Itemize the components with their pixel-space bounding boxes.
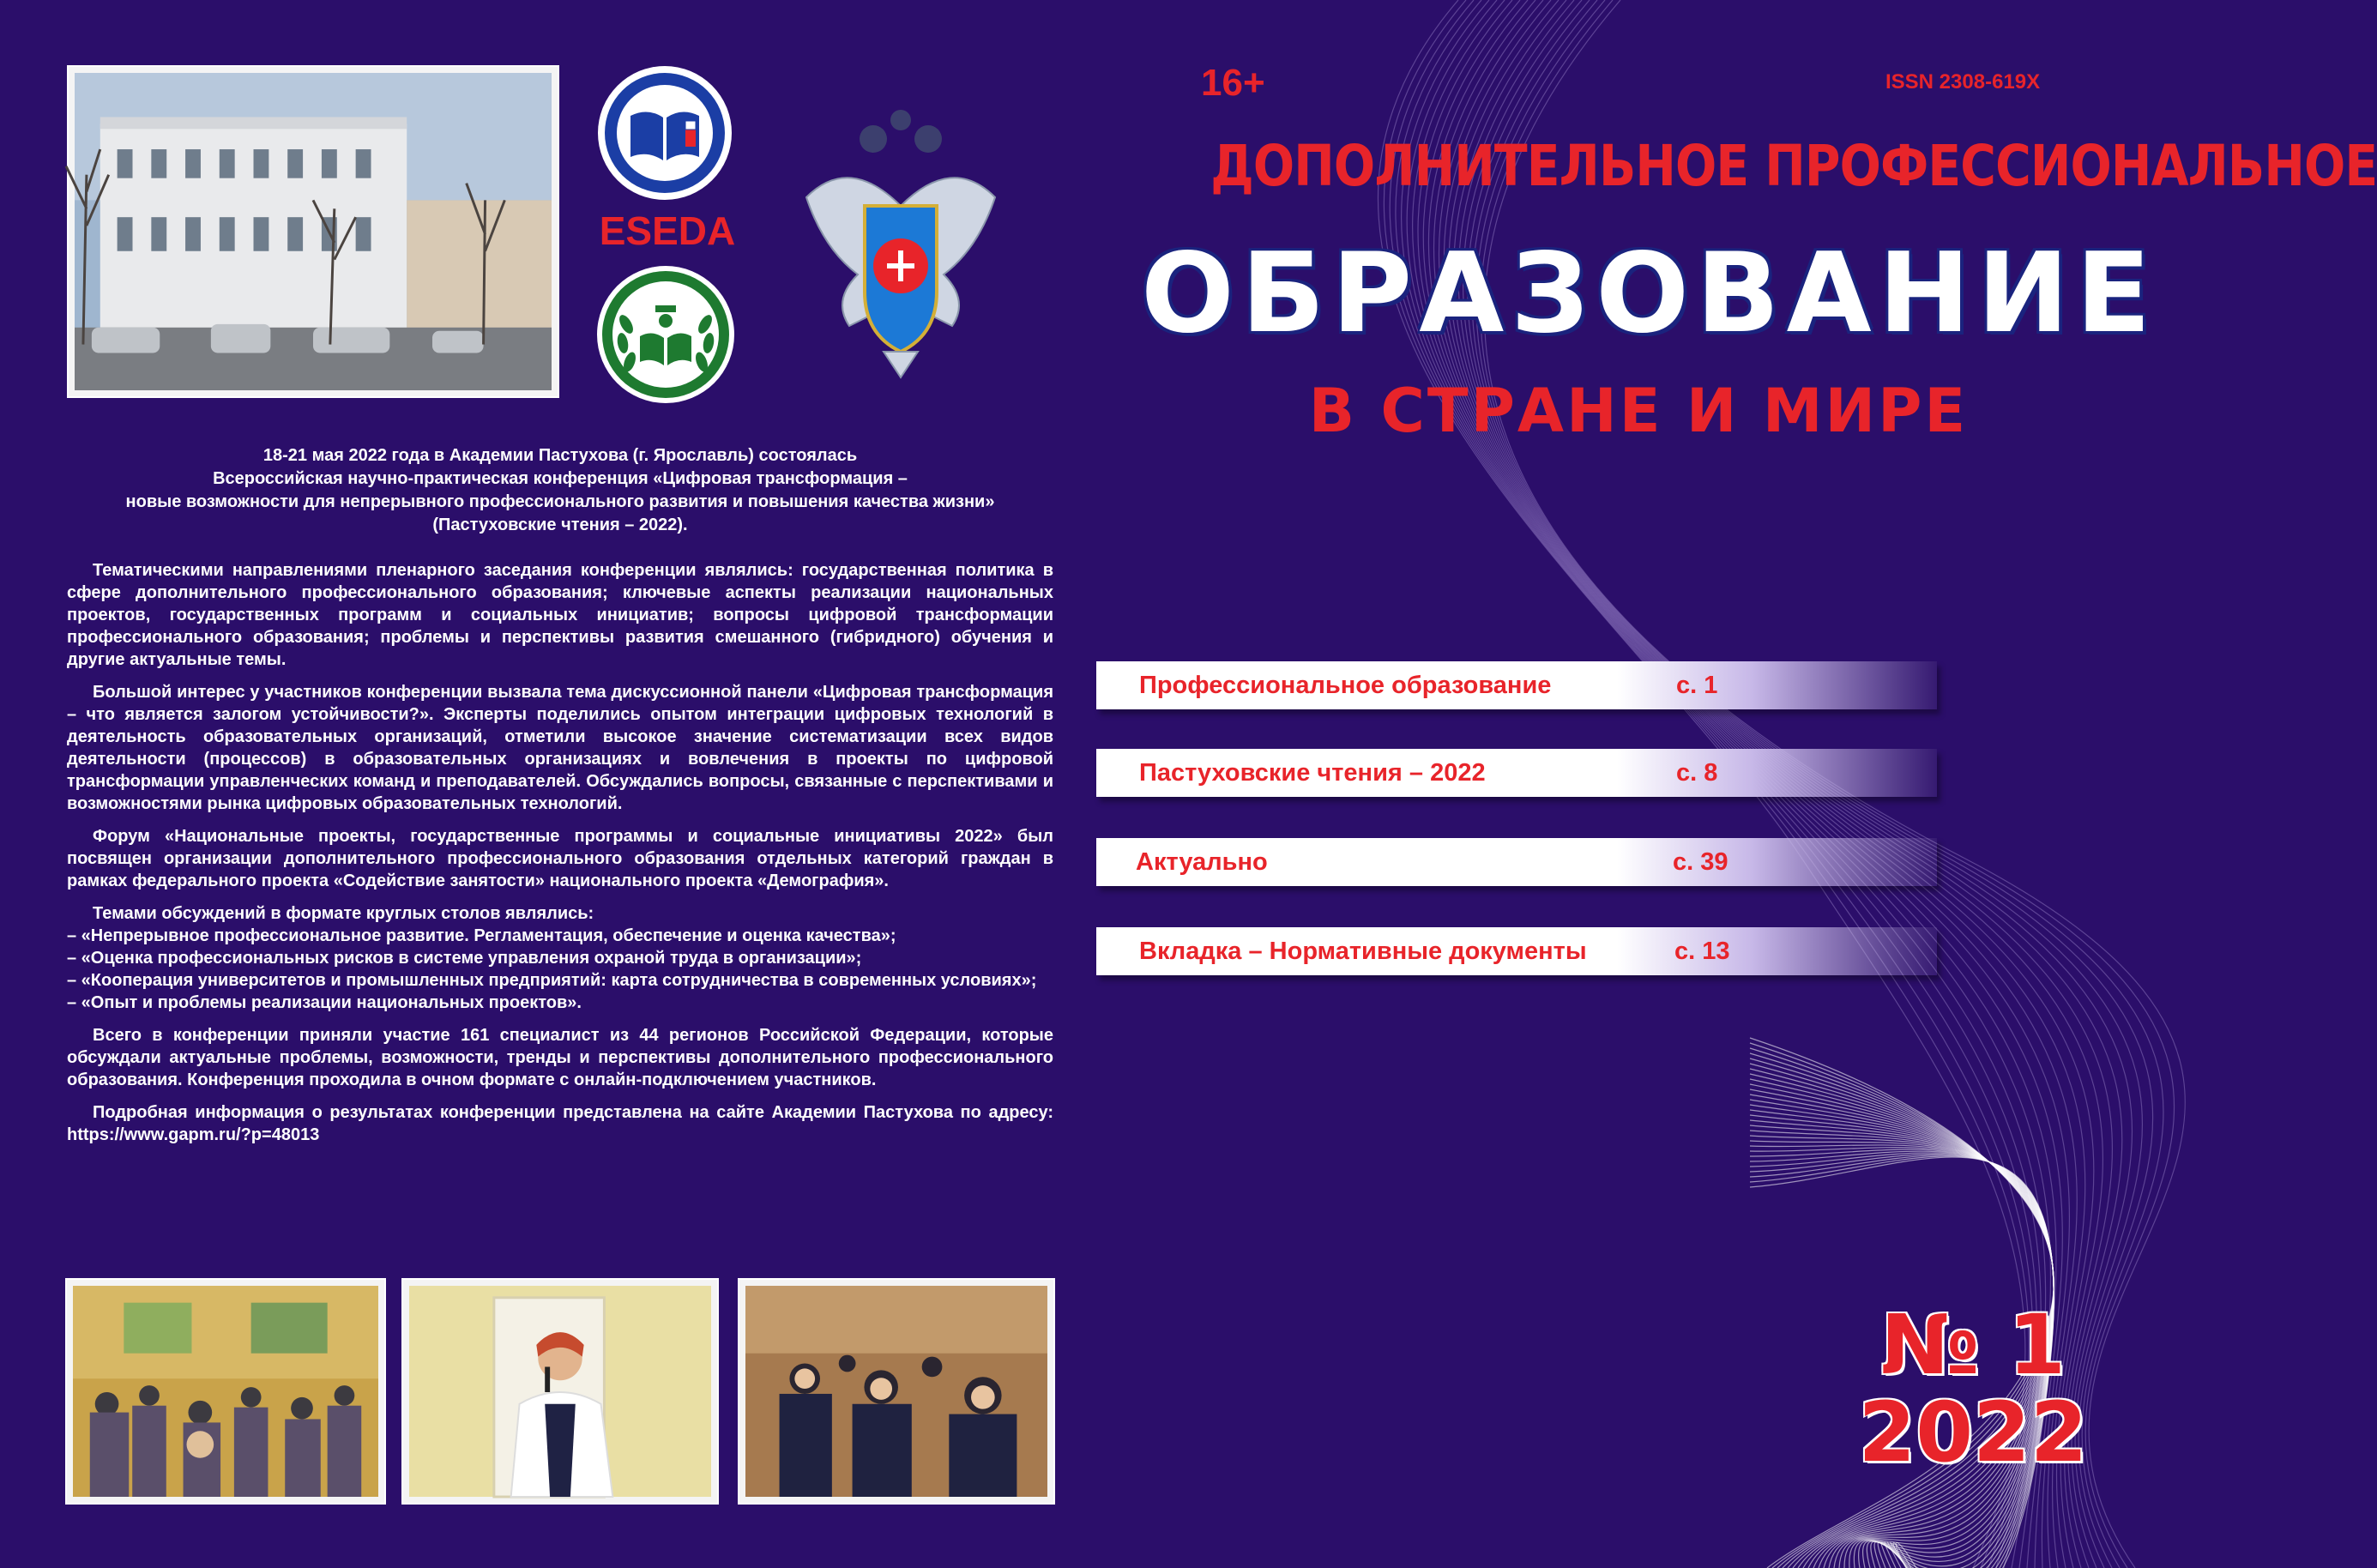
academy-wreath-logo bbox=[595, 264, 736, 405]
intro-line-2: Всероссийская научно-практическая конференция «Цифровая трансформация – bbox=[213, 469, 908, 488]
issn-number: ISSN 2308-619X bbox=[1885, 70, 2041, 93]
toc-item-professional-education[interactable] bbox=[1096, 661, 1937, 709]
academy-building-photo bbox=[67, 65, 559, 398]
toc-page: с. 1 bbox=[1676, 672, 1718, 699]
toc-item-actual[interactable] bbox=[1096, 838, 1937, 886]
intro-line-4: (Пастуховские чтения – 2022). bbox=[432, 516, 688, 534]
toc-label: Пастуховские чтения – 2022 bbox=[1139, 759, 1486, 787]
journal-title-top: ДОПОЛНИТЕЛЬНОЕ ПРОФЕССИОНАЛЬНОЕ bbox=[1210, 133, 2377, 199]
topic-item: – «Кооперация университетов и промышленных предприятий: карта сотрудничества в современных условиях»; bbox=[67, 971, 1037, 990]
journal-title-sub: В СТРАНЕ И МИРЕ bbox=[1308, 376, 1969, 446]
paragraph-forum: Форум «Национальные проекты, государственные программы и социальные инициативы 2022» был посвящен организации дополнительного профессионального образования отдельных категорий граждан в рамках федерального проекта «Содействие занятости» национального проекта «Демография». bbox=[67, 827, 1053, 890]
round-table-topics bbox=[67, 902, 1053, 1014]
issue-year: 2022 bbox=[1858, 1384, 2088, 1481]
toc-page: с. 13 bbox=[1674, 938, 1730, 965]
conference-hall-photo bbox=[65, 1278, 386, 1505]
toc-item-normative-documents[interactable] bbox=[1096, 927, 1937, 975]
article-body bbox=[67, 559, 1053, 1156]
journal-title-main: ОБРАЗОВАНИЕ bbox=[1141, 230, 2158, 358]
issue-number-block bbox=[1844, 1297, 2102, 1481]
toc-label: Вкладка – Нормативные документы bbox=[1139, 938, 1587, 965]
paragraph-discussion-panel: Большой интерес у участников конференции вызвала тема дискуссионной панели «Цифровая трансформация – что является залогом устойчивости?». Эксперты поделились опытом интеграции цифровых технологий в деятельность образовательных организаций, отметили высокое значение систематизации всех видов деятельности (процессов) в образовательных организациях и вовлечения в проекты по цифровой трансформации управленческих команд и преподавателей. Обсуждались вопросы, связанные с перспективами и возможностями рынка цифровых образовательных технологий. bbox=[67, 683, 1053, 813]
toc-item-pastukhov-readings[interactable] bbox=[1096, 749, 1937, 797]
conference-intro bbox=[67, 444, 1053, 537]
topic-item: – «Непрерывное профессиональное развитие. Регламентация, обеспечение и оценка качества»; bbox=[67, 926, 896, 945]
coat-of-arms-emblem bbox=[798, 103, 1004, 386]
eseda-wordmark: ESEDA bbox=[599, 208, 736, 253]
intro-line-1: 18-21 мая 2022 года в Академии Пастухова (г. Ярославль) состоялась bbox=[262, 446, 858, 465]
topic-item: – «Оценка профессиональных рисков в системе управления охраной труда в организации»; bbox=[67, 949, 862, 968]
topics-lead: Темами обсуждений в формате круглых столов являлись: bbox=[93, 904, 594, 923]
paragraph-more-info: Подробная информация о результатах конференции представлена на сайте Академии Пастухова по адресу: https://www.gapm.ru/?p=48013 bbox=[67, 1103, 1053, 1144]
intro-line-3: новые возможности для непрерывного профессионального развития и повышения качества жизни» bbox=[125, 492, 995, 511]
toc-label: Профессиональное образование bbox=[1139, 672, 1552, 699]
speaker-photo bbox=[401, 1278, 719, 1505]
eseda-logo bbox=[596, 64, 733, 202]
paragraph-participants: Всего в конференции приняли участие 161 специалист из 44 регионов Российской Федерации, которые обсуждали актуальные проблемы, возможности, тренды и перспективы дополнительного профессионального образования. Конференция проходила в очном формате с онлайн-подключением участников. bbox=[67, 1026, 1053, 1089]
audience-photo bbox=[738, 1278, 1055, 1505]
issue-number: № 1 bbox=[1880, 1297, 2066, 1393]
toc-label: Актуально bbox=[1136, 848, 1268, 876]
paragraph-plenary-topics: Тематическими направлениями пленарного заседания конференции являлись: государственная политика в сфере дополнительного профессионального образования; ключевые аспекты реализации национальных проектов, государственных программ и социальных инициатив; вопросы цифровой трансформации профессионального образования; проблемы и перспективы развития смешанного (гибридного) обучения и другие актуальные темы. bbox=[67, 561, 1053, 669]
age-rating: 16+ bbox=[1201, 62, 1265, 104]
topic-item: – «Опыт и проблемы реализации национальных проектов». bbox=[67, 993, 582, 1012]
toc-page: с. 39 bbox=[1673, 848, 1728, 876]
toc-page: с. 8 bbox=[1676, 759, 1718, 787]
